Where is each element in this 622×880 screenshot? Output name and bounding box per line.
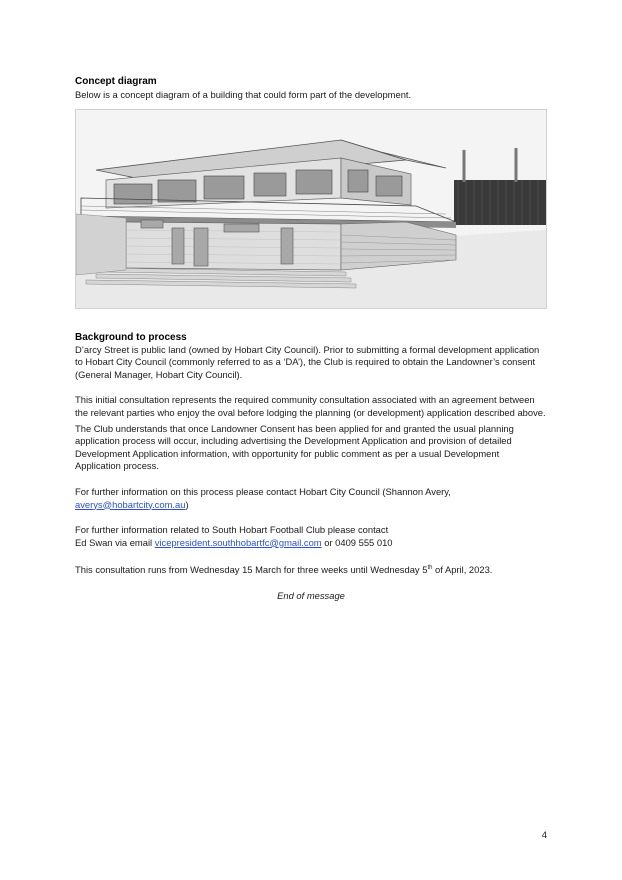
end-of-message: End of message xyxy=(277,590,345,602)
club-contact-prefix: Ed Swan via email xyxy=(75,536,155,548)
consultation-dates xyxy=(75,562,547,577)
page-number: 4 xyxy=(541,829,547,840)
consultation-ordinal: th xyxy=(427,565,433,572)
club-contact xyxy=(75,524,547,549)
concept-diagram-image xyxy=(75,109,547,309)
club-email-link[interactable]: vicepresident.southhobartfc@gmail.com xyxy=(154,536,322,548)
page-content xyxy=(75,75,547,603)
club-contact-line: For further information related to South Hobart Football Club please contact xyxy=(75,524,389,536)
council-contact-text: For further information on this process please contact Hobart City Council (Shannon Avery, xyxy=(75,485,451,497)
concept-heading: Concept diagram xyxy=(75,76,157,87)
concept-intro: Below is a concept diagram of a building that could form part of the development. xyxy=(75,89,412,100)
background-para-2: This initial consultation represents the required community consultation associated with an agreement between the relevant parties who enjoy the oval before lodging the planning (or development) application described above. xyxy=(75,394,546,418)
background-para-1: D’arcy Street is public land (owned by Hobart City Council). Prior to submitting a formal development application to Hobart City Council (commonly referred to as a ‘DA’), the Club is required to obtain the Landowner’s consent (General Manager, Hobart City Council). xyxy=(75,343,540,380)
council-email-link[interactable]: averys@hobartcity.com.au xyxy=(75,498,186,510)
council-contact xyxy=(75,486,547,511)
consultation-text: This consultation runs from Wednesday 15 March for three weeks until Wednesday 5 xyxy=(75,564,428,576)
building-sketch-icon xyxy=(76,110,546,308)
consultation-text-end: of April, 2023. xyxy=(432,564,493,576)
background-para-3: The Club understands that once Landowner Consent has been applied for and granted the usual planning application process will occur, including advertising the Development Application and provision of detailed Development Application information, with opportunity for public comment as per a usual Development Application process. xyxy=(75,422,514,472)
background-heading: Background to process xyxy=(75,331,187,343)
club-phone: or 0409 555 010 xyxy=(321,536,393,548)
council-contact-close: ) xyxy=(185,498,189,510)
